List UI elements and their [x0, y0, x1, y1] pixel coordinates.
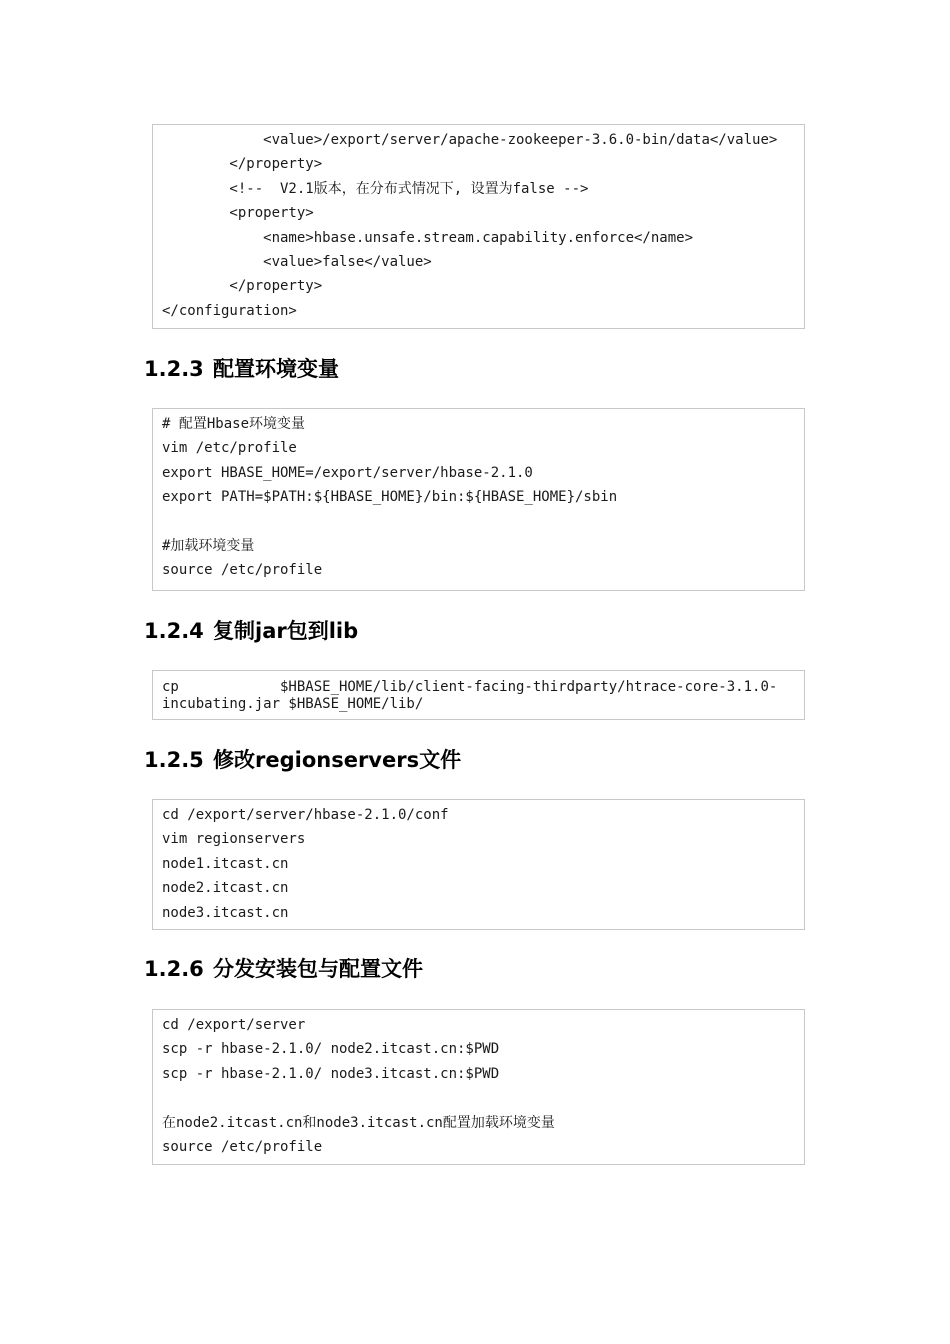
section-number: 1.2.3	[144, 357, 204, 381]
section-number: 1.2.6	[144, 957, 204, 981]
code-block-env-vars	[152, 408, 805, 591]
code-block-hbase-site-xml	[152, 124, 805, 329]
code-block-regionservers	[152, 799, 805, 930]
code-block-copy-jar	[152, 670, 805, 720]
code-line: vim /etc/profile	[162, 440, 297, 457]
code-line: node1.itcast.cn	[162, 855, 289, 872]
code-line: node2.itcast.cn	[162, 880, 289, 897]
code-line: </property>	[162, 278, 323, 295]
section-heading-1-2-5	[144, 746, 461, 774]
code-line: cd /export/server	[162, 1017, 306, 1033]
section-number: 1.2.5	[144, 748, 204, 772]
code-line: #加载环境变量	[162, 537, 255, 554]
section-heading-1-2-4	[144, 617, 358, 645]
section-title: 修改regionservers文件	[213, 748, 462, 772]
code-line: <name>hbase.unsafe.stream.capability.enforce</name>	[162, 229, 694, 246]
code-block-distribute	[152, 1009, 805, 1165]
code-line: <property>	[162, 205, 314, 222]
code-line: # 配置Hbase环境变量	[162, 416, 306, 432]
code-line: cd /export/server/hbase-2.1.0/conf	[162, 807, 449, 823]
code-line: 在node2.itcast.cn和node3.itcast.cn配置加载环境变量	[162, 1114, 555, 1131]
code-line-blank	[162, 510, 795, 534]
code-line: export HBASE_HOME=/export/server/hbase-2.1.0	[162, 464, 533, 481]
code-line: scp -r hbase-2.1.0/ node3.itcast.cn:$PWD	[162, 1065, 500, 1082]
code-line-wrapped: cp $HBASE_HOME/lib/client-facing-thirdparty/htrace-core-3.1.0-incubating.jar $HBASE_HOME/lib/	[162, 679, 778, 712]
code-line: <value>/export/server/apache-zookeeper-3.6.0-bin/data</value>	[162, 132, 778, 148]
section-heading-1-2-3	[144, 355, 339, 383]
section-heading-1-2-6	[144, 955, 423, 983]
code-line: scp -r hbase-2.1.0/ node2.itcast.cn:$PWD	[162, 1041, 500, 1058]
code-line: <value>false</value>	[162, 253, 432, 270]
code-line: export PATH=$PATH:${HBASE_HOME}/bin:${HBASE_HOME}/sbin	[162, 489, 618, 506]
code-line: node3.itcast.cn	[162, 904, 289, 921]
code-line: vim regionservers	[162, 831, 306, 848]
code-line: source /etc/profile	[162, 1138, 323, 1155]
code-line-blank	[162, 1086, 795, 1110]
section-title: 配置环境变量	[213, 357, 339, 381]
code-line: </configuration>	[162, 302, 297, 319]
code-line: </property>	[162, 156, 323, 173]
code-line: <!-- V2.1版本，在分布式情况下, 设置为false -->	[162, 180, 589, 197]
section-title: 复制jar包到lib	[213, 619, 359, 643]
section-title: 分发安装包与配置文件	[213, 957, 423, 981]
section-number: 1.2.4	[144, 619, 204, 643]
code-line: source /etc/profile	[162, 562, 323, 579]
